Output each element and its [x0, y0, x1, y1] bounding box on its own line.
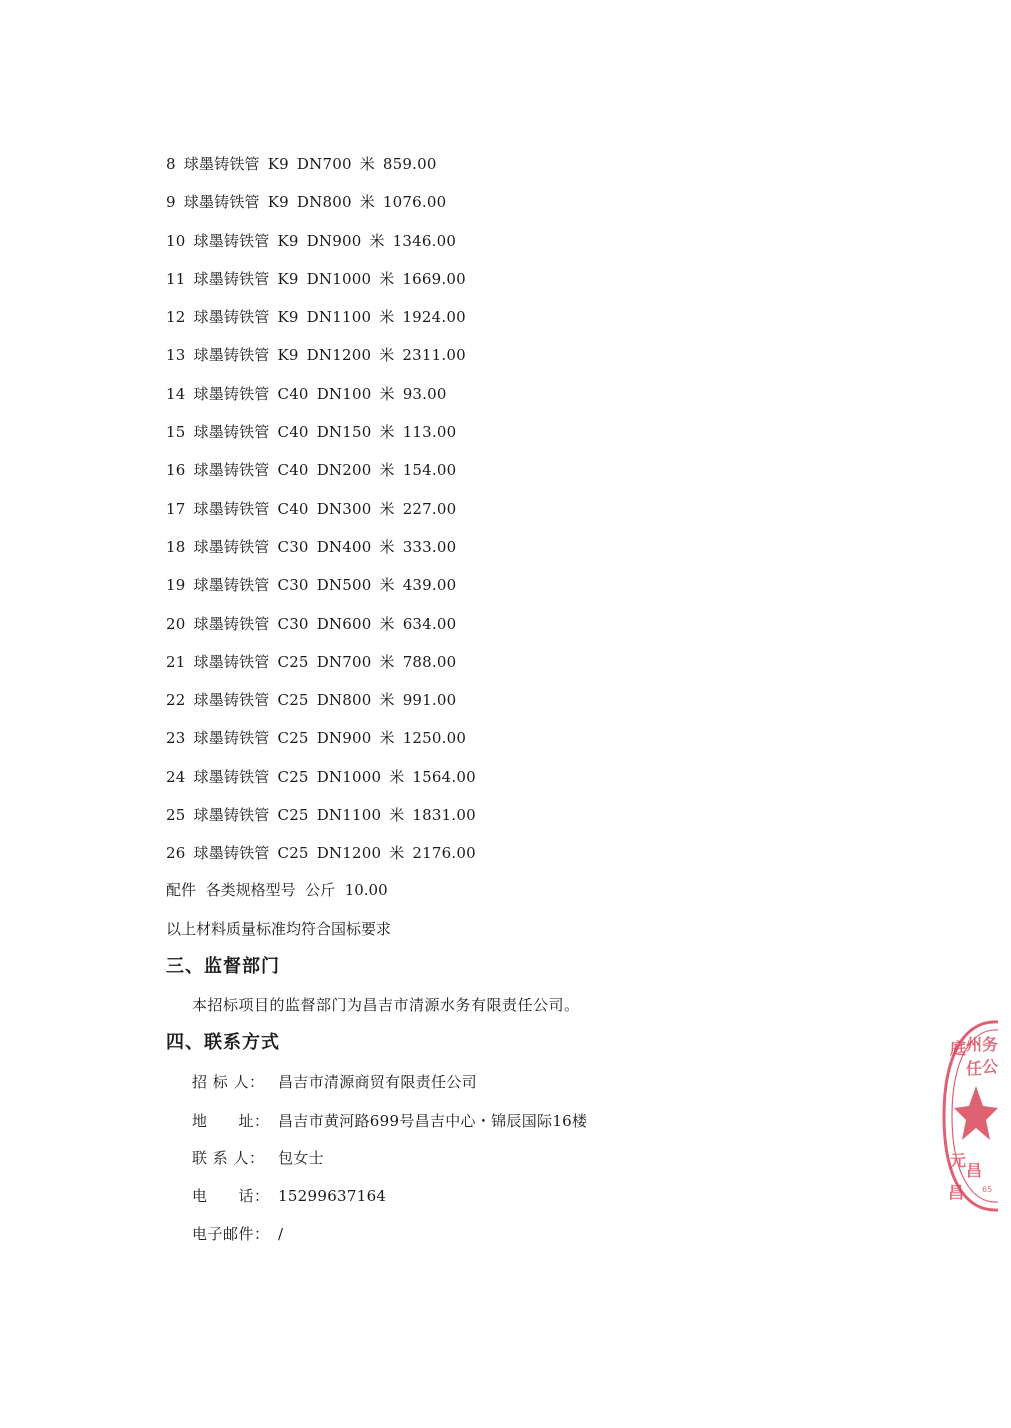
price-item: 9 球墨铸铁管 K9 DN800 米 1076.00: [166, 193, 447, 212]
price-item: 24 球墨铸铁管 C25 DN1000 米 1564.00: [166, 767, 476, 786]
svg-text:公: 公: [982, 1057, 998, 1076]
price-item: 20 球墨铸铁管 C30 DN600 米 634.00: [166, 614, 457, 633]
svg-text:庭: 庭: [950, 1039, 967, 1058]
price-item: 26 球墨铸铁管 C25 DN1200 米 2176.00: [166, 844, 476, 863]
svg-text:昌: 昌: [948, 1183, 965, 1202]
price-item: 11 球墨铸铁管 K9 DN1000 米 1669.00: [166, 269, 466, 288]
price-item: 22 球墨铸铁管 C25 DN800 米 991.00: [166, 691, 457, 710]
price-item-list: [166, 153, 476, 881]
price-item: 13 球墨铸铁管 K9 DN1200 米 2311.00: [166, 346, 466, 365]
svg-text:昌: 昌: [966, 1161, 983, 1180]
price-item: 12 球墨铸铁管 K9 DN1100 米 1924.00: [166, 308, 466, 327]
contact-row-tenderer: 招 标 人： 昌吉市清源商贸有限责任公司: [192, 1073, 477, 1091]
price-item: 23 球墨铸铁管 C25 DN900 米 1250.00: [166, 729, 467, 748]
company-seal-stamp: [936, 1016, 998, 1216]
supervision-text: 本招标项目的监督部门为昌吉市清源水务有限责任公司。: [192, 996, 580, 1014]
contact-row-email: 电子邮件： /: [192, 1225, 284, 1243]
section-heading-supervision: 三、监督部门: [166, 956, 280, 977]
svg-text:务: 务: [982, 1035, 998, 1054]
svg-text:州: 州: [966, 1035, 983, 1054]
price-item: 8 球墨铸铁管 K9 DN700 米 859.00: [166, 155, 437, 173]
quality-note: 以上材料质量标准均符合国标要求: [166, 920, 392, 938]
svg-text:元: 元: [950, 1151, 967, 1170]
price-item: 18 球墨铸铁管 C30 DN400 米 333.00: [166, 537, 457, 556]
svg-text:任: 任: [966, 1059, 983, 1078]
contact-row-address: 地 址： 昌吉市黄河路699号昌吉中心・锦辰国际16楼: [192, 1112, 588, 1130]
contact-row-person: 联 系 人： 包女士: [192, 1149, 324, 1167]
price-item: 17 球墨铸铁管 C40 DN300 米 227.00: [166, 499, 457, 518]
price-item: 21 球墨铸铁管 C25 DN700 米 788.00: [166, 652, 457, 671]
svg-text:65: 65: [982, 1185, 993, 1194]
price-item: 14 球墨铸铁管 C40 DN100 米 93.00: [166, 384, 447, 403]
fittings-line: 配件 各类规格型号 公斤 10.00: [166, 881, 388, 899]
price-item: 19 球墨铸铁管 C30 DN500 米 439.00: [166, 576, 457, 595]
section-heading-contact: 四、联系方式: [166, 1032, 280, 1053]
price-item: 16 球墨铸铁管 C40 DN200 米 154.00: [166, 461, 457, 480]
price-item: 15 球墨铸铁管 C40 DN150 米 113.00: [166, 423, 457, 442]
contact-row-phone: 电 话： 15299637164: [192, 1187, 387, 1205]
price-item: 25 球墨铸铁管 C25 DN1100 米 1831.00: [166, 806, 476, 825]
price-item: 10 球墨铸铁管 K9 DN900 米 1346.00: [166, 231, 457, 250]
